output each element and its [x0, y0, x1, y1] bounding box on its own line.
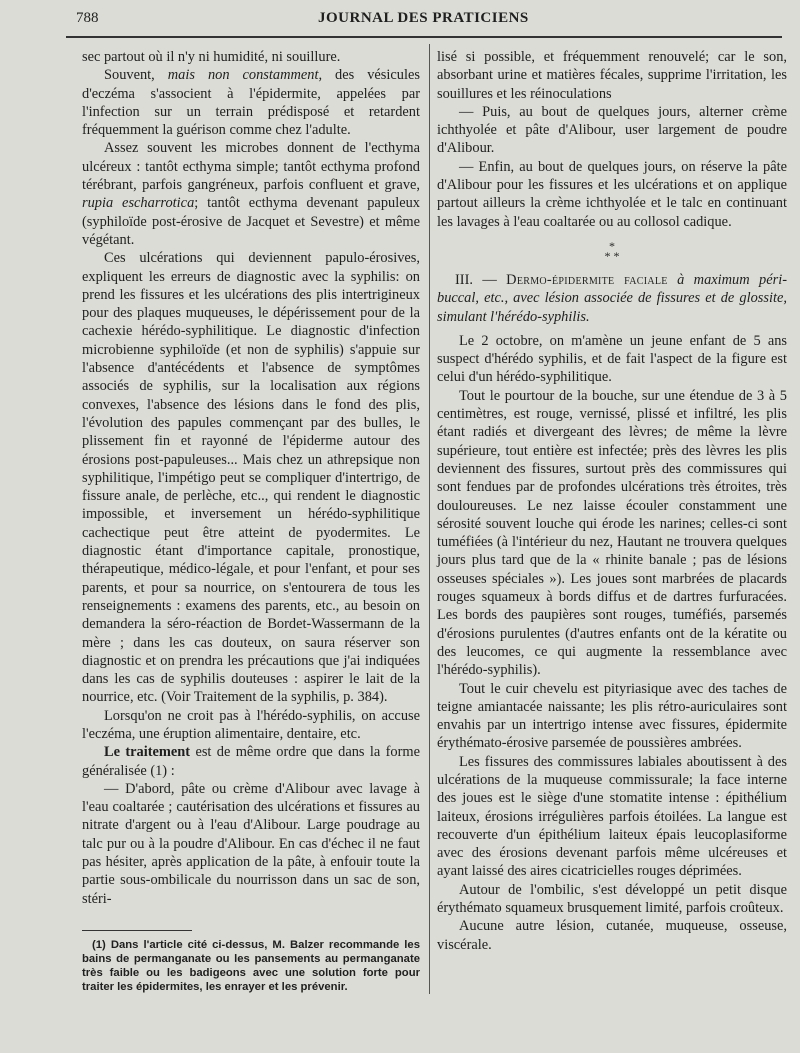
paragraph: Le 2 octobre, on m'amène un jeune enfant de 5 ans suspect d'hérédo syphilis, et de fait l'aspect de la figure est celui d'un hérédo-syphilitique. [437, 332, 787, 386]
paragraph: Souvent, mais non constamment, des vésicules d'eczéma s'associent à l'épidermite, appelées par l'infection sur un terrain prédisposé et retardent fréquemment la guérison comme chez l'adulte. [82, 67, 420, 139]
right-column [437, 48, 787, 954]
paragraph: Les fissures des commissures labiales aboutissent à des ulcérations de la muqueuse commissurale; la face interne des joues est le siège d'une stomatite intense : épithélium laiteux, érosions irrégulières parfois étoilées. La langue est recouverte d'un épithélium laiteux épais leucoplasiforme avec des érosions devenant parfois même ulcéreuses et ayant laissé des aires cicatricielles rouges déprimées. [437, 753, 787, 880]
emphasis: mais non constamment, [167, 67, 323, 84]
section-heading: III. — Dermo-épidermite faciale à maximum péri-buccal, etc., avec lésion associée de fissures et de glossite, simulant l'hérédo-syphilis. [437, 271, 787, 325]
section-subtitle: à maximum péri-buccal, etc., avec lésion associée de fissures et de glossite, simulant l'hérédo-syphilis. [437, 271, 787, 325]
paragraph: Tout le pourtour de la bouche, sur une étendue de 3 à 5 centimètres, est rouge, vernissé, plissé et infiltré, les plis étant radiés et divergeant des lèvres; de même la lèvre supérieure, tout entière est infectée; près des lèvres les plis deviennent des fissures, surtout près des commissures qui sont fendues par de profondes ulcérations très étroites, très douloureuses. Le nez laisse écouler constamment une sérosité souvent louche qui érode les narines; celles-ci sont tuméfiées (à l'intérieur du nez, Hautant ne trouvera quelques jours plus tard que de la « rhinite banale ; pas de lésions osseuses spéciales »). Les joues sont marbrées de placards rouges squameux à bords diffus et de dartres furfuracées. Les bords des paupières sont rouges, tuméfiés, parsemés d'érosions purulentes (d'autres enfants ont de la kératite ou des leucomes, ce qui augmente la ressemblance avec l'hérédo-syphilis). [437, 387, 787, 679]
emphasis: rupia escharrotica [82, 195, 195, 212]
treatment-heading: Le traitement [104, 744, 191, 761]
paragraph: sec partout où il n'y ni humidité, ni souillure. [82, 49, 341, 65]
column-divider [429, 44, 430, 994]
left-column [82, 48, 420, 908]
paragraph: — Puis, au bout de quelques jours, alterner crème ichthyolée et pâte d'Alibour, user largement de poudre d'Alibour. [437, 103, 787, 157]
paragraph: Tout le cuir chevelu est pityriasique avec des taches de teigne amiantacée naissante; les plis rétro-auriculaires sont envahis par un intertrigo intense avec fissures, épidermite érythémato-érosive parsemée de poussières ambrées. [437, 680, 787, 752]
paragraph: Aucune autre lésion, cutanée, muqueuse, osseuse, viscérale. [437, 918, 787, 953]
journal-title: JOURNAL DES PRATICIENS [318, 10, 529, 26]
paragraph: Autour de l'ombilic, s'est développé un petit disque érythémato squameux brusquement limité, parfois croûteux. [437, 881, 787, 917]
paragraph: — Enfin, au bout de quelques jours, on réserve la pâte d'Alibour pour les fissures et les ulcérations et on applique partout ailleurs la crème ichthyolée et le talc en continuant les lavages à l'eau coaltarée ou au collosol cadique. [437, 158, 787, 230]
footnote-text: (1) Dans l'article cité ci-dessus, M. Balzer recommande les bains de permanganate ou les pansements au permanganate très faible ou les badigeons avec une solution forte pour traiter les épidermites, les enrayer et les prévenir. [82, 939, 420, 993]
page-number: 788 [76, 10, 99, 26]
footnote [82, 938, 420, 994]
paragraph: Lorsqu'on ne croit pas à l'hérédo-syphilis, on accuse l'eczéma, une éruption alimentaire, dentaire, etc. [82, 707, 420, 742]
paragraph: Assez souvent les microbes donnent de l'ecthyma ulcéreux : tantôt ecthyma simple; tantôt ecthyma profond térébrant, parfois gangréneux, parfois confluent et grave, rupia escharrotica; tantôt ecthyma devenant papuleux (syphiloïde post-érosive de Jacquet et Sevestre) et même végétant. [82, 140, 420, 248]
paragraph: — D'abord, pâte ou crème d'Alibour avec lavage à l'eau coaltarée ; cautérisation des ulcérations et fissures au nitrate d'argent ou à l'eau d'Alibour. Large poudrage au talc pur ou à la poudre d'Alibour. En cas d'échec il ne faut pas hésiter, après application de la pâte, à enfouir toute la partie sous-ombilicale du nourrisson dans un sac de son, stéri- [82, 780, 420, 907]
section-separator: * * * [604, 238, 620, 263]
page-header [76, 10, 776, 36]
section-title: Dermo-épidermite faciale [506, 271, 668, 288]
paragraph: Le traitement est de même ordre que dans la forme généralisée (1) : [82, 744, 420, 779]
footnote-rule [82, 930, 192, 931]
header-rule [66, 36, 782, 38]
paragraph: lisé si possible, et fréquemment renouvelé; car le son, absorbant urine et matières fécales, supprime l'irritation, les souillures et les réinoculations [437, 49, 787, 102]
paragraph: Ces ulcérations qui deviennent papulo-érosives, expliquent les erreurs de diagnostic avec la syphilis: on prend les fissures et les ulcérations des plis intertrigineux pour des plaques muqueuses, le dépérissement pour de la cachexie hérédo-syphilitique. Le diagnostic d'infection microbienne syphiloïde (et non de syphilis) s'appuie sur l'absence d'antécédents et l'absence de symptômes associés de syphilis, sur la localisation aux régions convexes, l'absence des lésions dans le fond des plis, l'évolution des papules commençant par des bulles, le plissement fin et rayonné de l'épiderme autour des érosions post-papuleuses... Mais chez un athrepsique non syphilitique, l'impétigo peut se compliquer d'intertrigo, de fissure anale, de perlèche, etc.., qui rendent le diagnostic impossible, et inversement un hérédo-syphilitique cachectique peut être atteint de pyodermites. Le diagnostic étant d'importance capitale, pronostique, thérapeutique, médico-légale, et pour l'enfant, et pour ses parents, et pour sa nourrice, on s'entourera de tous les renseignements : examens des parents, etc., au besoin on demandera la séro-réaction de Bordet-Wassermann de la mère ; dans les cas douteux, on saura réserver son diagnostic et on prendra les précautions que j'ai indiquées dans les cas de syphilis douteuses : aspirer le lait de la nourrice, etc. (Voir Traitement de la syphilis, p. 384). [82, 250, 420, 706]
